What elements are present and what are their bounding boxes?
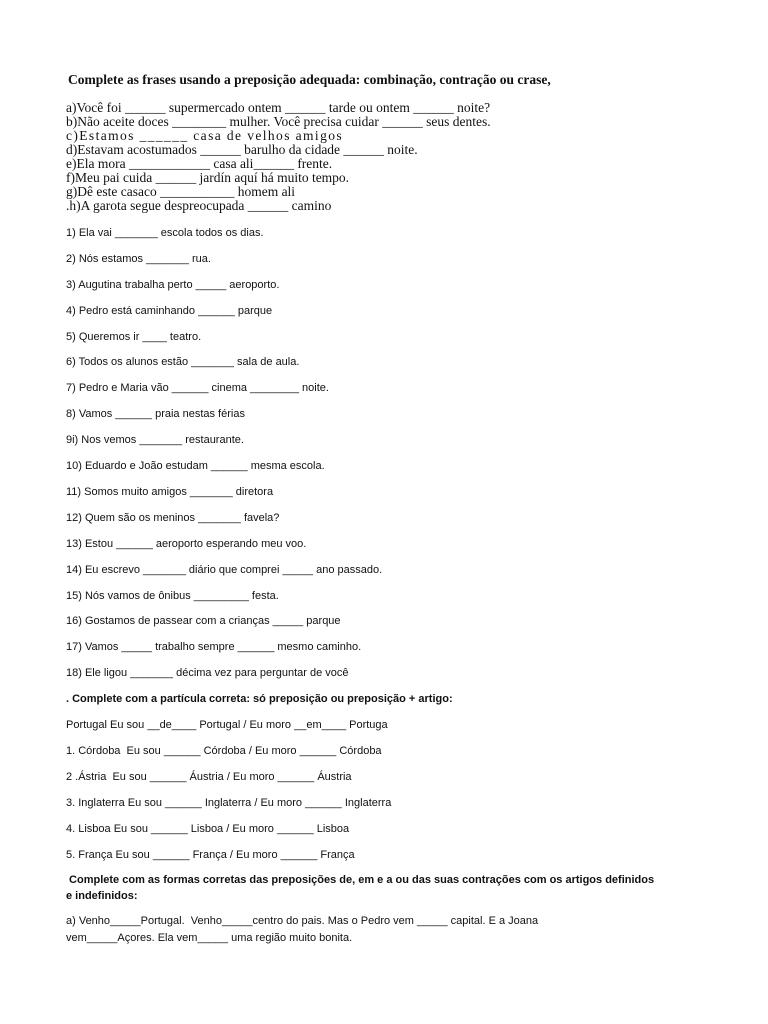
contraction-exercise-line2: vem_____Açores. Ela vem_____ uma região muito bonita. [66,932,353,944]
particle-row-1: 1. Córdoba Eu sou ______ Córdoba / Eu moro ______ Córdoba [66,745,382,757]
section-heading-particles: . Complete com a partícula correta: só preposição ou preposição + artigo: [66,693,453,705]
exercise-item-17: 17) Vamos _____ trabalho sempre ______ mesmo caminho. [66,641,362,653]
exercise-item-11: 11) Somos muito amigos _______ diretora [66,486,274,498]
exercise-item-4: 4) Pedro está caminhando ______ parque [66,305,273,317]
exercise-item-1: 1) Ela vai _______ escola todos os dias. [66,227,264,239]
particle-row-4: 4. Lisboa Eu sou ______ Lisboa / Eu moro ______ Lisboa [66,823,350,835]
exercise-item-3: 3) Augutina trabalha perto _____ aeroporto. [66,279,280,291]
sentence-f: f)Meu pai cuida ______ jardín aquí há muito tempo. [66,170,350,185]
sentence-g: g)Dê este casaco ___________ homem ali [66,184,296,199]
exercise-item-16: 16) Gostamos de passear com a crianças _____ parque [66,615,341,627]
exercise-item-5: 5) Queremos ir ____ teatro. [66,331,202,343]
sentence-c: c)Estamos ______ casa de velhos amigos [66,128,344,143]
particle-row-3: 3. Inglaterra Eu sou ______ Inglaterra / Eu moro ______ Inglaterra [66,797,392,809]
particle-example-row: Portugal Eu sou __de____ Portugal / Eu moro __em____ Portuga [66,719,388,731]
exercise-item-15: 15) Nós vamos de ônibus _________ festa. [66,590,279,602]
sentence-e: e)Ela mora ____________ casa ali______ frente. [66,156,333,171]
exercise-item-12: 12) Quem são os meninos _______ favela? [66,512,280,524]
exercise-item-7: 7) Pedro e Maria vão ______ cinema ________ noite. [66,382,329,394]
section-heading-contractions-line1: Complete com as formas corretas das preposições de, em e a ou das suas contrações com os artigos definidos [66,874,655,886]
particle-row-2: 2 .Ástria Eu sou ______ Áustria / Eu moro ______ Áustria [66,771,352,783]
exercise-item-6: 6) Todos os alunos estão _______ sala de aula. [66,356,300,368]
contraction-exercise-line1: a) Venho_____Portugal. Venho_____centro do pais. Mas o Pedro vem _____ capital. E a Joana [66,915,539,927]
particle-row-5: 5. França Eu sou ______ França / Eu moro ______ França [66,849,355,861]
worksheet-title: Complete as frases usando a preposição adequada: combinação, contração ou crase, [68,72,551,87]
section-heading-contractions-line2: e indefinidos: [66,890,138,902]
sentence-b: b)Não aceite doces ________ mulher. Você precisa cuidar ______ seus dentes. [66,114,491,129]
exercise-item-18: 18) Ele ligou _______ décima vez para perguntar de você [66,667,349,679]
exercise-item-9: 9i) Nos vemos _______ restaurante. [66,434,244,446]
exercise-item-13: 13) Estou ______ aeroporto esperando meu voo. [66,538,307,550]
exercise-item-10: 10) Eduardo e João estudam ______ mesma escola. [66,460,325,472]
sentence-h: .h)A garota segue despreocupada ______ camino [66,198,332,213]
exercise-item-14: 14) Eu escrevo _______ diário que comprei _____ ano passado. [66,564,383,576]
exercise-item-8: 8) Vamos ______ praia nestas férias [66,408,245,420]
sentence-d: d)Estavam acostumados ______ barulho da cidade ______ noite. [66,142,418,157]
sentence-a: a)Você foi ______ supermercado ontem ______ tarde ou ontem ______ noite? [66,100,491,115]
exercise-item-2: 2) Nós estamos _______ rua. [66,253,211,265]
